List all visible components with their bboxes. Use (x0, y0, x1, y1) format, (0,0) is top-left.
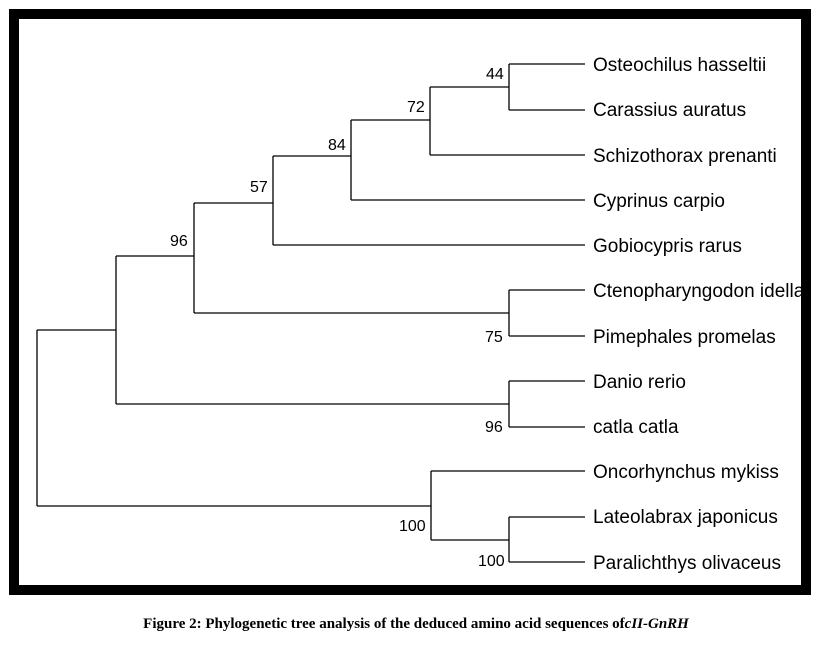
taxon-label: Lateolabrax japonicus (593, 507, 778, 528)
bootstrap-value: 44 (486, 66, 504, 83)
figure-caption (0, 616, 832, 633)
taxon-label: Danio rerio (593, 372, 686, 393)
taxon-label: Carassius auratus (593, 100, 747, 121)
bootstrap-value: 96 (485, 419, 503, 436)
taxon-label: Schizothorax prenanti (593, 146, 777, 167)
bootstrap-value: 72 (407, 99, 425, 116)
bootstrap-value: 57 (250, 179, 268, 196)
bootstrap-value: 100 (478, 553, 505, 570)
taxon-label: Gobiocypris rarus (593, 236, 742, 257)
taxon-label: Oncorhynchus mykiss (593, 462, 779, 483)
bootstrap-values (170, 66, 505, 570)
taxon-label: Osteochilus hasseltii (593, 55, 767, 76)
taxon-label: Pimephales promelas (593, 327, 776, 348)
taxon-label: catla catla (593, 417, 679, 438)
tree-branches (37, 64, 585, 562)
bootstrap-value: 75 (485, 329, 503, 346)
taxon-label: Paralichthys olivaceus (593, 553, 781, 574)
taxon-label: Cyprinus carpio (593, 191, 725, 212)
caption-text: Figure 2: Phylogenetic tree analysis of the deduced amino acid sequences of (143, 616, 625, 632)
caption-gene-name: cII-GnRH (624, 616, 689, 632)
taxon-labels (593, 55, 805, 574)
bootstrap-value: 100 (399, 518, 426, 535)
taxon-label: Ctenopharyngodon idella (593, 281, 805, 302)
bootstrap-value: 84 (328, 137, 346, 154)
bootstrap-value: 96 (170, 233, 188, 250)
